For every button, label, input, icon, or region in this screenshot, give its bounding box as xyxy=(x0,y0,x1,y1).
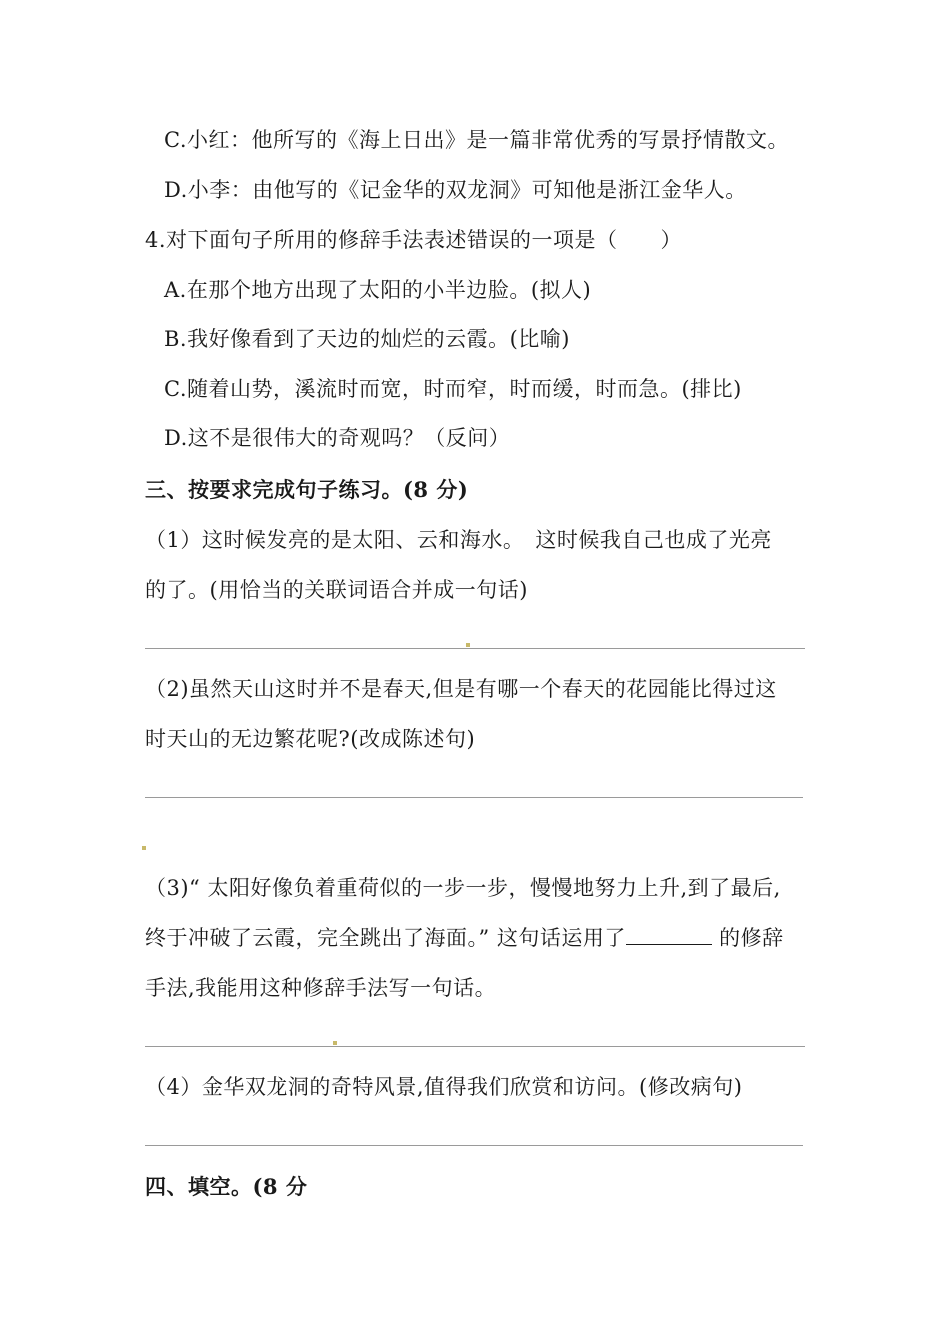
section3-item3-line3: 手法,我能用这种修辞手法写一句话。 xyxy=(145,976,497,1000)
decorative-dot xyxy=(333,1041,337,1045)
answer-line-4[interactable] xyxy=(145,1145,803,1146)
section3-item1-line2: 的了。(用恰当的关联词语合并成一句话) xyxy=(145,578,528,602)
q3-option-d: D.小李：由他写的《记金华的双龙洞》可知他是浙江金华人。 xyxy=(164,178,747,202)
section3-item3-text-end: 的修辞 xyxy=(711,926,784,950)
fill-in-blank[interactable] xyxy=(626,924,712,945)
section3-item3-line1: （3)“ 太阳好像负着重荷似的一步一步，慢慢地努力上升,到了最后, xyxy=(145,876,781,900)
answer-line-1[interactable] xyxy=(145,648,805,649)
section3-heading: 三、按要求完成句子练习。(8 分) xyxy=(145,477,469,502)
section3-item3-text: 终于冲破了云霞，完全跳出了海面。” 这句话运用了 xyxy=(145,926,626,950)
section3-item2-line2: 时天山的无边繁花呢?(改成陈述句) xyxy=(145,727,476,751)
q4-option-d: D.这不是很伟大的奇观吗？（反问） xyxy=(164,426,511,450)
section3-item1-line1: （1）这时候发亮的是太阳、云和海水。 这时候我自己也成了光亮 xyxy=(145,528,772,552)
q4-option-b: B.我好像看到了天边的灿烂的云霞。(比喻) xyxy=(164,327,570,351)
q4-stem: 4.对下面句子所用的修辞手法表述错误的一项是（ ） xyxy=(145,228,683,252)
decorative-dot xyxy=(466,643,470,647)
section3-item2-line1: （2)虽然天山这时并不是春天,但是有哪一个春天的花园能比得过这 xyxy=(145,677,777,701)
answer-line-3[interactable] xyxy=(145,1046,805,1047)
q4-option-c: C.随着山势，溪流时而宽，时而窄，时而缓，时而急。(排比) xyxy=(164,377,742,401)
q3-option-c: C.小红：他所写的《海上日出》是一篇非常优秀的写景抒情散文。 xyxy=(164,128,789,152)
section3-item3-line2 xyxy=(145,924,784,952)
q4-option-a: A.在那个地方出现了太阳的小半边脸。(拟人) xyxy=(164,278,592,302)
decorative-dot xyxy=(142,846,146,850)
answer-line-2[interactable] xyxy=(145,797,803,798)
section3-item4: （4）金华双龙洞的奇特风景,值得我们欣赏和访问。(修改病句) xyxy=(145,1075,743,1099)
section4-heading: 四、填空。(8 分 xyxy=(145,1174,308,1199)
